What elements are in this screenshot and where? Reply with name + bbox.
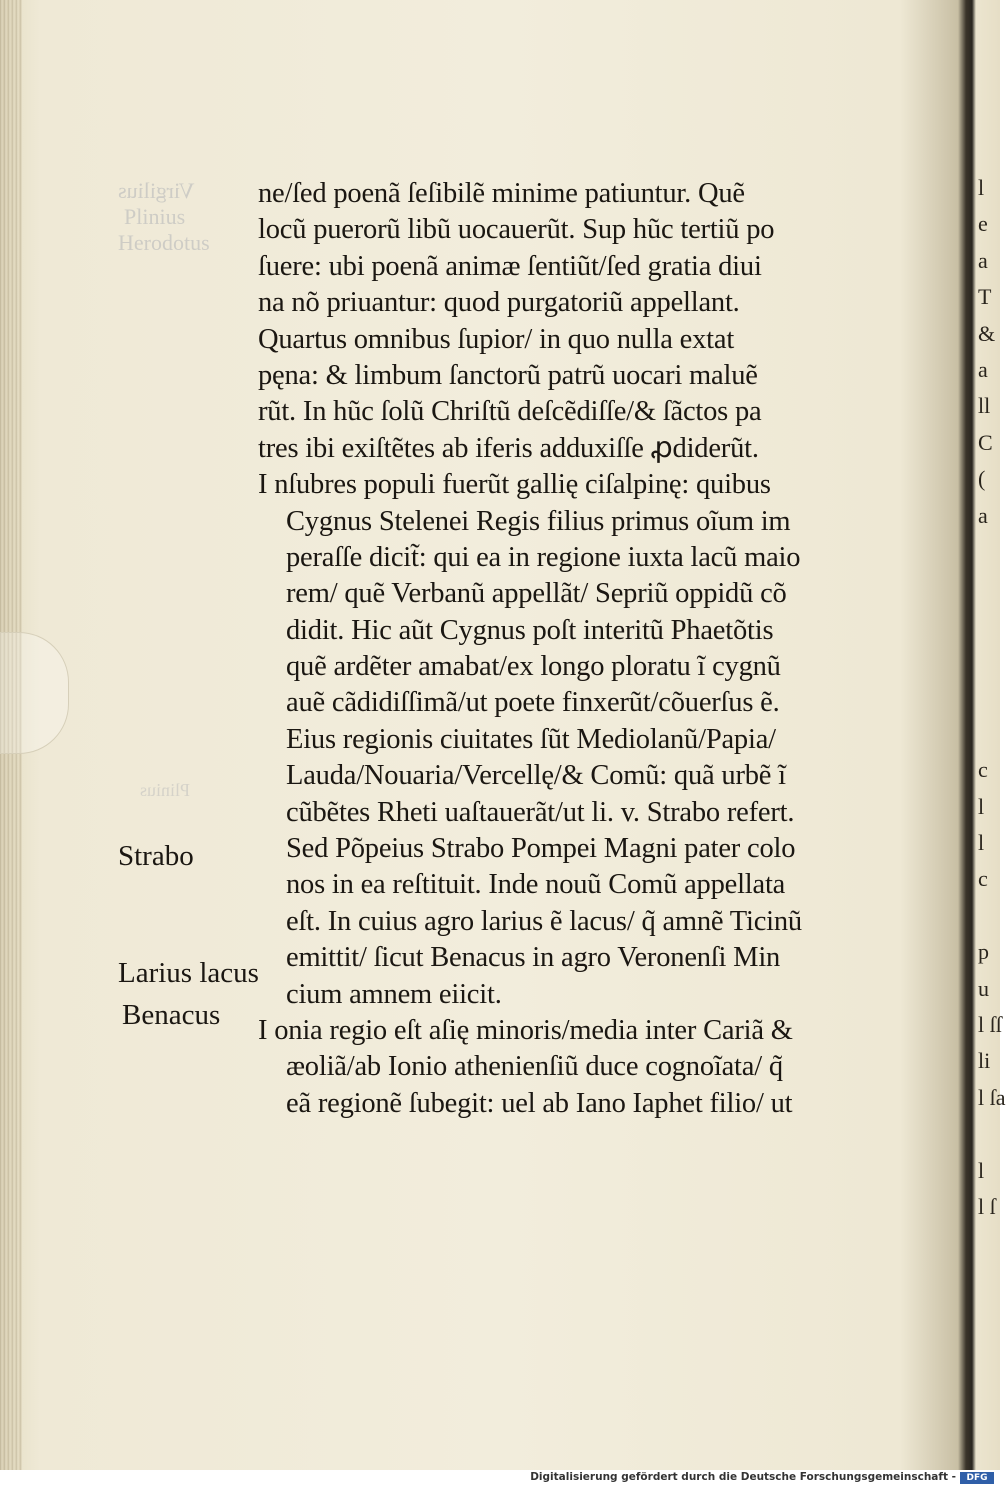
text-line: I onia regio eſt aſię minoris/media inter Cariã &: [258, 1014, 793, 1046]
facing-page-glyph: li: [978, 1048, 991, 1074]
text-line: Quartus omnibus ſupior/ in quo nulla extat: [258, 323, 735, 355]
text-line: Lauda/Nouaria/Vercellę/& Comũ: quã urbẽ ĩ: [286, 760, 786, 792]
facing-page-glyph: c: [978, 757, 988, 783]
facing-page-glyph: a: [978, 356, 988, 382]
text-line: Cygnus Stelenei Regis filius primus oĩum im: [286, 505, 791, 537]
facing-page-glyph: l ſa: [978, 1084, 1006, 1110]
facing-page-glyph: &: [978, 320, 996, 346]
text-line: ſuere: ubi poenã animæ ſentiũt/ſed gratia diui: [258, 250, 762, 282]
text-line: I nſubres populi fuerũt gallię ciſalpinę: quibus: [258, 469, 771, 501]
facing-page-glyph: e: [978, 211, 988, 237]
facing-page-glyph: [978, 570, 1000, 606]
facing-page-glyph: [978, 643, 1000, 679]
dfg-logo: DFG: [960, 1472, 994, 1484]
text-line: na nõ priuantur: quod purgatoriũ appellant.: [258, 287, 740, 319]
margin-note-larius-lacus: Larius lacus: [118, 957, 259, 989]
text-line: cũbẽtes Rheti uaſtauerãt/ut li. v. Strabo refert.: [286, 796, 795, 828]
digitization-footer: [0, 1470, 1000, 1487]
bleed-through-note: Plinius: [124, 204, 186, 229]
funding-credit: Digitalisierung gefördert durch die Deutsche Forschungsgemeinschaft -: [530, 1471, 956, 1483]
facing-page-glyph: [978, 607, 1000, 643]
facing-page-glyph: a: [978, 247, 988, 273]
facing-page-glyph: ll: [978, 393, 991, 419]
facing-page-glyph: [978, 679, 1000, 715]
facing-page-glyph: l: [978, 793, 985, 819]
text-line: auẽ cãdidiſſimã/ut poete finxerũt/cõuerſus ẽ.: [286, 687, 780, 719]
text-line: locũ puerorũ libũ uocauerũt. Sup hũc tertiũ po: [258, 214, 775, 246]
facing-page-glyph: l: [978, 830, 985, 856]
facing-page-glyph: p: [978, 939, 989, 965]
facing-page-glyph: (: [978, 466, 986, 492]
margin-note-benacus: Benacus: [122, 999, 221, 1031]
text-line: æoliã/ab Ionio athenienſiũ duce cognoĩata/ q̃: [286, 1051, 783, 1083]
facing-page-glyph: C: [978, 429, 993, 455]
facing-page-glyph: [978, 534, 1000, 570]
bleed-through-notes: [118, 178, 268, 256]
text-line: eã regionẽ ſubegit: uel ab Iano Iaphet filio/ ut: [286, 1087, 793, 1119]
bleed-through-note: Plinius: [140, 780, 191, 800]
text-line: nos in ea reſtituit. Inde nouũ Comũ appellata: [286, 869, 786, 901]
bleed-through-note: Herodotus: [118, 230, 210, 255]
text-line: rem/ quẽ Verbanũ appellãt/ Sepriũ oppidũ cõ: [286, 578, 787, 610]
text-line: eſt. In cuius agro larius ẽ lacus/ q̃ amnẽ Ticinũ: [286, 905, 802, 937]
facing-page-fragment: [978, 170, 1006, 1220]
text-line: tres ibi exiſtẽtes ab iferis adduxiſſe ꝓdiderũt.: [258, 432, 759, 464]
bleed-through-note: Virgilius: [118, 178, 195, 203]
facing-page-glyph: a: [978, 502, 988, 528]
facing-page-glyph: [978, 716, 1000, 752]
margin-note-strabo: Strabo: [118, 840, 194, 872]
facing-page-glyph: [978, 898, 1000, 934]
text-line: ne/ſed poenã ſeſibilẽ minime patiuntur. Quẽ: [258, 178, 745, 209]
text-line: rũt. In hũc ſolũ Chriſtũ deſcẽdiſſe/& ſãctos pa: [258, 396, 762, 428]
text-line: peraſſe dicit̃: qui ea in regione iuxta lacũ maio: [286, 541, 801, 573]
facing-page-glyph: [978, 1116, 1000, 1152]
text-line: emittit/ ſicut Benacus in agro Veronenſi Min: [286, 942, 781, 974]
facing-page-glyph: T: [978, 284, 992, 310]
text-line: Eius regionis ciuitates ſũt Mediolanũ/Papia/: [286, 723, 776, 755]
main-text-block: [258, 176, 898, 1122]
facing-page-glyph: c: [978, 866, 988, 892]
text-line: quẽ ardẽter amabat/ex longo ploratu ĩ cygnũ: [286, 651, 781, 683]
text-line: didit. Hic aũt Cygnus poſt interitũ Phaetõtis: [286, 614, 774, 646]
text-line: Sed Põpeius Strabo Pompei Magni pater colo: [286, 833, 796, 865]
text-line: cium amnem eiicit.: [286, 978, 502, 1010]
facing-page-glyph: l ſ: [978, 1193, 996, 1219]
text-line: pęna: & limbum ſanctorũ patrũ uocari maluẽ: [258, 359, 758, 391]
thumb-index-tab: [0, 632, 69, 754]
facing-page-glyph: l ſſ: [978, 1011, 1002, 1037]
facing-page-glyph: l: [978, 1157, 985, 1183]
facing-page-glyph: u: [978, 975, 989, 1001]
facing-page-glyph: l: [978, 175, 985, 200]
